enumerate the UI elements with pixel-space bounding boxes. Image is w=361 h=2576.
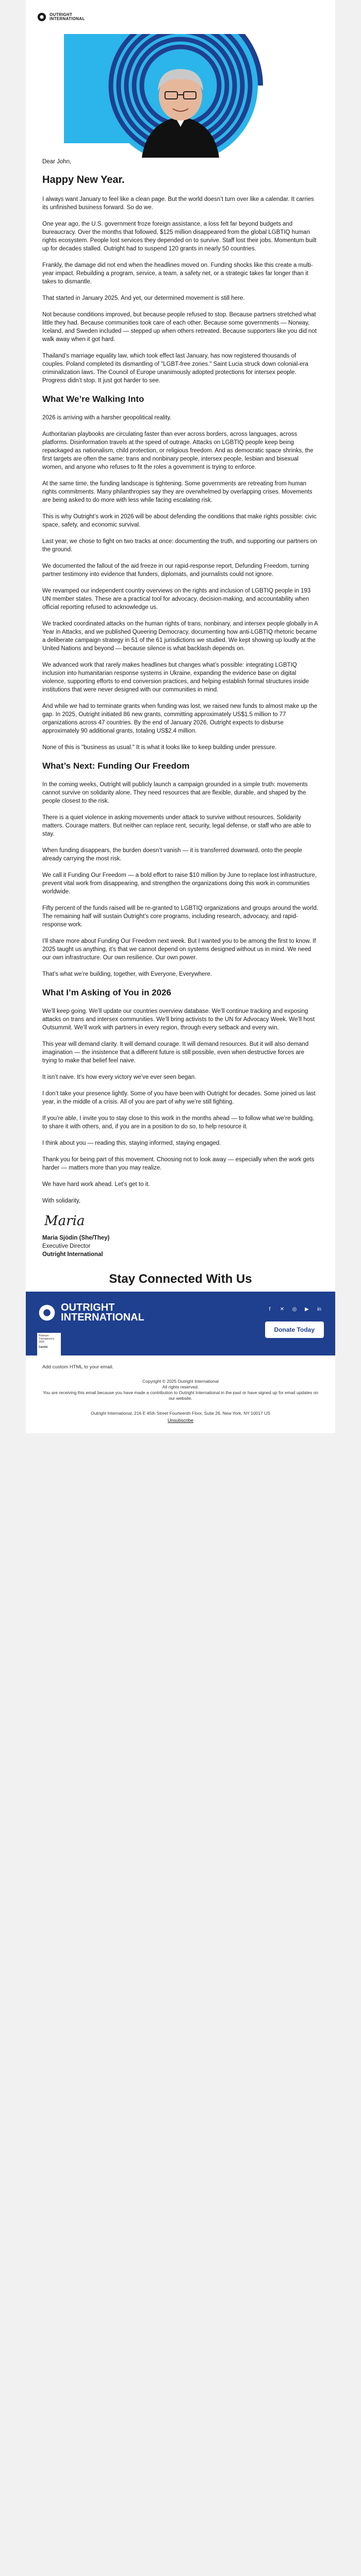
- next-paragraph: In the coming weeks, Outright will publicly launch a campaign grounded in a simple truth: movements cannot survive on solidarity alone. They need resources that are flexible, durable, and shaped by the people closest to the risk.: [42, 782, 308, 804]
- ask-paragraph: If you’re able, I invite you to stay close to this work in the months ahead — to follow what we’re building, to share it with others, and, if you are in a position to do so, to help resource it.: [42, 1115, 315, 1130]
- intro-paragraph: Frankly, the damage did not end when the headlines moved on. Funding shocks like this create a multi-year impact. Rebuilding a program, service, a team, a safety net, or a strategic takes far longer than it takes to dismantle.: [42, 262, 313, 285]
- rights: All rights reserved.: [162, 1384, 199, 1389]
- intro-paragraph: That started in January 2025. And yet, our determined movement is still here.: [42, 295, 245, 301]
- section-heading-walking: What We’re Walking Into: [42, 394, 144, 404]
- walking-paragraph: We documented the fallout of the aid freeze in our rapid-response report, Defunding Freedom, turning partner testimony into evidence that funders, diplomats, and journalists could not ignore.: [42, 563, 309, 578]
- header-logo[interactable]: [26, 0, 335, 34]
- ask-paragraph: We’ll keep going. We’ll update our countries overview database. We’ll continue tracking and exposing attacks on trans and intersex communities. We’ll bring activists to the UN for Advocacy Week. We’ll host Outsummit. We’ll work with partners in every region, through every setback and every win.: [42, 1008, 315, 1031]
- intro-paragraph: One year ago, the U.S. government froze foreign assistance, a loss felt far beyond budgets and bureaucracy. Over the months that followed, $125 million disappeared from the global LGBTIQ human rights ecosystem. People lost services they depended on to survive. Staff lost their jobs. Momentum built up for decades stalled. Outright had to suspend 120 grants in nearly 50 countries.: [42, 221, 317, 252]
- social-panel: [26, 1292, 335, 1355]
- walking-paragraph: And while we had to terminate grants when funding was lost, we raised new funds to almost make up the gap. In 2025, Outright initiated 86 new grants, committing approximately US$1.5 million to 77 organizations across 47 countries. By the end of January 2026, Outright expects to disburse approximately 90 additional grants, totaling US$2.4 million.: [42, 703, 318, 734]
- social-icons: [266, 1306, 323, 1313]
- footer-logo[interactable]: [38, 1303, 144, 1323]
- letter-body: [26, 158, 335, 1269]
- logo-line-1: OUTRIGHT: [50, 12, 73, 17]
- custom-html-note: Add custom HTML to your email.: [42, 1364, 113, 1370]
- stay-connected-heading: Stay Connected With Us: [109, 1272, 252, 1286]
- handwritten-signature: Maria: [44, 1213, 85, 1229]
- copyright: Copyright © 2025 Outright International: [142, 1379, 219, 1384]
- hero-image: [26, 34, 335, 158]
- logo-line-2: INTERNATIONAL: [50, 16, 85, 21]
- walking-paragraph: We advanced work that rarely makes headlines but changes what’s possible: integrating LGBTIQ inclusion into humanitarian response systems in Ukraine, expanding the evidence base on digital violence, supporting efforts to end conversion practices, and helping establish formal structures inside institutions that were never designed with our communities in mind.: [42, 662, 309, 693]
- transparency-badge[interactable]: [37, 1333, 61, 1358]
- walking-paragraph: At the same time, the funding landscape is tightening. Some governments are retreating from human rights commitments. Many philanthropies say they are overwhelmed by overlapping crises. Movements are being asked to do more with less while facing escalating risk.: [42, 481, 313, 503]
- email-container: [26, 0, 335, 1433]
- walking-paragraph: 2026 is arriving with a harsher geopolitical reality.: [42, 415, 172, 421]
- next-paragraph: When funding disappears, the burden doesn’t vanish — it is transferred downward, onto the people already carrying the most risk.: [42, 848, 302, 862]
- youtube-icon[interactable]: ▶: [305, 1307, 309, 1312]
- greeting: Dear John,: [42, 159, 72, 165]
- postal-address: Outright International, 216 E 45th Street Fourteenth Floor, Suite 26, New York, NY 10017 US: [90, 1411, 271, 1416]
- unsubscribe-link[interactable]: [26, 1418, 335, 1433]
- letter-title: Happy New Year.: [42, 174, 125, 185]
- ask-paragraph: This year will demand clarity. It will demand courage. It will demand resources. But it will also demand imagination — the insistence that a different future is still possible, even when destructive forces are trying to make that belief feel naive.: [42, 1041, 309, 1064]
- ask-paragraph: I don’t take your presence lightly. Some of you have been with Outright for decades. Some joined us last year, in the middle of a crisis. All of you are part of why we’re still fighting.: [42, 1091, 316, 1105]
- intro-paragraph: Not because conditions improved, but because people refused to stop. Because partners stretched what little they had. Because communities took care of each other. Because some governments — Norway, Iceland, and Sweden included — stepped up when others retreated. Because supporters like you did not walk away when it got hard.: [42, 312, 317, 343]
- signer-block: [42, 1234, 319, 1259]
- footer-logo-line-1: OUTRIGHT: [61, 1302, 115, 1313]
- stay-connected-band: [26, 1269, 335, 1292]
- next-paragraph: I’ll share more about Funding Our Freedom next week. But I wanted you to be among the first to know. If 2025 taught us anything, it’s that we cannot depend on systems designed without us in mind. We need our own infrastructure. Our own resilience. Our own power.: [42, 938, 316, 961]
- outright-logo-icon: [38, 1304, 56, 1321]
- walking-paragraph: None of this is "business as usual." It is what it looks like to keep building under pressure.: [42, 744, 277, 751]
- section-heading-next: What’s Next: Funding Our Freedom: [42, 761, 190, 771]
- copyright-block: [26, 1379, 335, 1406]
- facebook-icon[interactable]: f: [269, 1307, 271, 1312]
- walking-paragraph: This is why Outright’s work in 2026 will be about defending the conditions that make rights possible: civic space, safety, and economic survival.: [42, 514, 317, 528]
- badge-line-4: Candid.: [39, 1346, 48, 1349]
- outright-logo-icon: [37, 12, 46, 22]
- unsubscribe-anchor[interactable]: Unsubscribe: [167, 1418, 194, 1423]
- intro-paragraph: Thailand’s marriage equality law, which took effect last January, has now registered thousands of couples. Poland completed its dismantling of "LGBT-free zones." Saint Lucia struck down colonial-era criminalization laws. The Council of Europe unanimously adopted protections for intersex people. Progress didn’t stop. It just got harder to see.: [42, 353, 308, 384]
- intro-paragraph: I always want January to feel like a clean page. But the world doesn’t turn over like a calendar. It carries its unfinished business forward. So do we.: [42, 196, 314, 211]
- hero-graphic: [26, 34, 335, 158]
- ask-paragraph: We have hard work ahead. Let’s get to it.: [42, 1181, 150, 1188]
- ask-paragraph: I think about you — reading this, staying informed, staying engaged.: [42, 1140, 221, 1146]
- ask-paragraph: Thank you for being part of this movement. Choosing not to look away — especially when the work gets harder — matters more than you may realize.: [42, 1157, 315, 1171]
- linkedin-icon[interactable]: in: [317, 1307, 321, 1312]
- signer-org: Outright International: [42, 1251, 103, 1258]
- x-icon[interactable]: ✕: [280, 1307, 285, 1312]
- footer-logo-line-2: INTERNATIONAL: [61, 1312, 144, 1323]
- walking-paragraph: Last year, we chose to fight on two tracks at once: documenting the truth, and supporting our partners on the ground.: [42, 538, 317, 553]
- badge-line-1: Platinum: [39, 1334, 49, 1337]
- walking-paragraph: We revamped our independent country overviews on the rights and inclusion of LGBTIQ people in 193 UN member states. These are a practical tool for advocacy, decision-making, and accountability when official reporting refused to acknowledge us.: [42, 588, 311, 611]
- badge-line-3: 2025: [39, 1341, 45, 1344]
- instagram-icon[interactable]: ◎: [292, 1307, 297, 1312]
- ask-paragraph: With solidarity,: [42, 1198, 80, 1204]
- signer-name: Maria Sjödin (She/They): [42, 1235, 110, 1241]
- next-paragraph: That’s what we’re building, together, with Everyone, Everywhere.: [42, 971, 212, 977]
- section-heading-ask: What I’m Asking of You in 2026: [42, 988, 172, 997]
- walking-paragraph: Authoritarian playbooks are circulating faster than ever across borders, across languages, across platforms. Disinformation travels at the speed of outrage. Attacks on LGBTIQ people keep being repackaged as nationalism, child protection, or religious freedom. And as democratic space shrinks, the first targets are often the same: trans and nonbinary people, intersex people, lesbian and bisexual women, and anyone who refuses to fit the roles a government is trying to enforce.: [42, 431, 314, 470]
- badge-line-2: Transparency: [39, 1337, 55, 1341]
- next-paragraph: Fifty percent of the funds raised will be re-granted to LGBTIQ organizations and groups around the world. The remaining half will sustain Outright’s core programs, including research, advocacy, and rapid-response work.: [42, 905, 319, 928]
- next-paragraph: There is a quiet violence in asking movements under attack to survive without resources. Solidarity matters. Courage matters. But neither can replace rent, security, legal defense, or staff who are able to stay.: [42, 815, 311, 837]
- ask-paragraph: It isn’t naive. It’s how every victory we’ve ever seen began.: [42, 1074, 196, 1080]
- donate-button[interactable]: Donate Today: [265, 1321, 324, 1338]
- walking-paragraph: We tracked coordinated attacks on the human rights of trans, nonbinary, and intersex people globally in A Year in Attacks, and we published Queering Democracy, documenting how anti-LGBTIQ rhetoric became a deliberate campaign strategy in 51 of the 61 jurisdictions we studied. We kept showing up loudly at the United Nations and beyond — because silence is what backlash depends on.: [42, 621, 318, 652]
- next-paragraph: We call it Funding Our Freedom — a bold effort to raise $10 million by June to replace lost infrastructure, prevent vital work from disappearing, and strengthen the organizations doing this work in communities worldwide.: [42, 872, 317, 895]
- reason-text: You are receiving this email because you have made a contribution to Outright International in the past or have signed up for email updates on our website.: [42, 1390, 319, 1401]
- header-logo-text: [50, 13, 85, 21]
- signer-title: Executive Director: [42, 1243, 91, 1249]
